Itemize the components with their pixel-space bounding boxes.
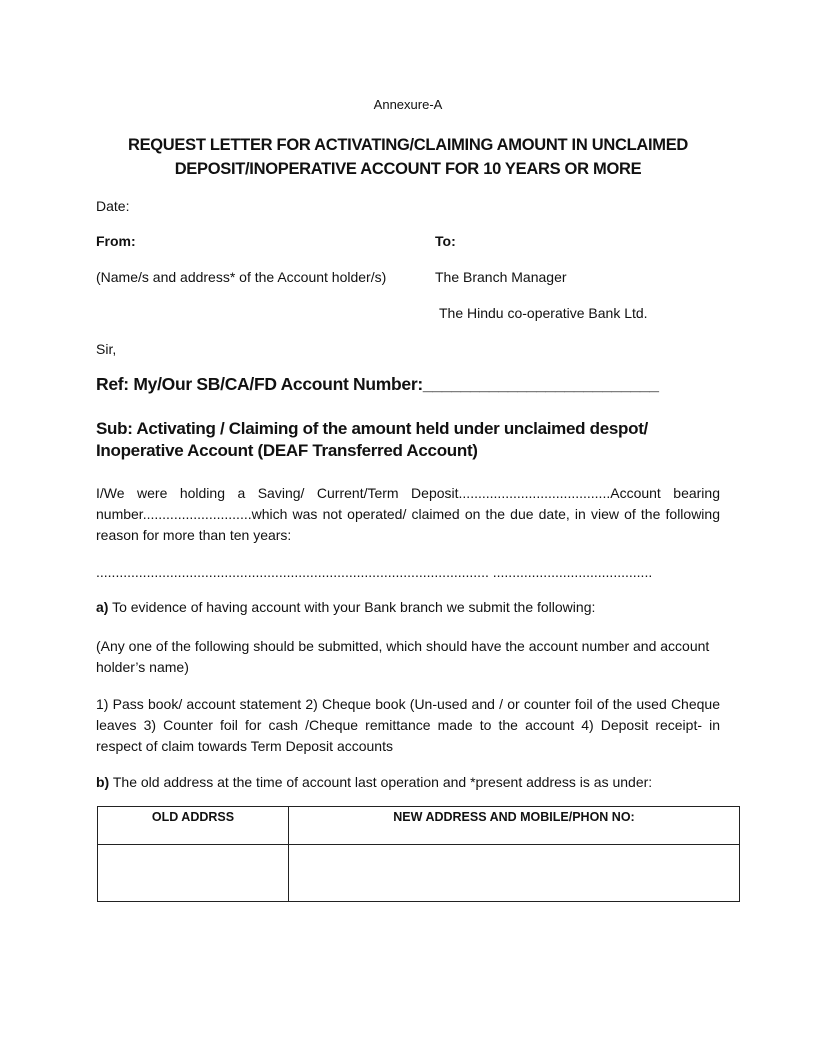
point-b bbox=[96, 772, 720, 793]
new-address-header: NEW ADDRESS AND MOBILE/PHON NO: bbox=[289, 807, 740, 845]
reference-line: Ref: My/Our SB/CA/FD Account Number:_________________________ bbox=[96, 374, 659, 394]
subject-line: Sub: Activating / Claiming of the amount held under unclaimed despot/ Inoperative Account (DEAF Transferred Account) bbox=[96, 419, 648, 460]
from-label: From: bbox=[96, 233, 136, 249]
documents-list: 1) Pass book/ account statement 2) Cheque book (Un-used and / or counter foil of the used Cheque leaves 3) Counter foil for cash /Cheque remittance made to the account 4) Deposit receipt- in respect of claim towards Term Deposit accounts bbox=[96, 696, 720, 754]
body-paragraph: I/We were holding a Saving/ Current/Term Deposit.......................................Account bearing number............................which was not operated/ claimed on the due date, in view of the following reason for more than ten years: bbox=[96, 485, 720, 543]
note-paragraph: (Any one of the following should be submitted, which should have the account number and account holder’s name) bbox=[96, 638, 710, 675]
point-a-label: a) bbox=[96, 599, 109, 615]
point-a-text: To evidence of having account with your Bank branch we submit the following: bbox=[108, 599, 596, 615]
point-a bbox=[96, 597, 720, 618]
address-table bbox=[97, 806, 740, 902]
new-address-cell[interactable] bbox=[289, 845, 740, 902]
point-b-text: The old address at the time of account last operation and *present address is as under: bbox=[109, 774, 653, 790]
salutation: Sir, bbox=[96, 341, 117, 357]
to-label: To: bbox=[435, 233, 456, 249]
point-b-label: b) bbox=[96, 774, 110, 790]
document-title: REQUEST LETTER FOR ACTIVATING/CLAIMING AMOUNT IN UNCLAIMED DEPOSIT/INOPERATIVE ACCOUNT FOR 10 YEARS OR MORE bbox=[127, 136, 689, 178]
from-detail: (Name/s and address* of the Account holder/s) bbox=[96, 269, 387, 285]
reason-blank-line: ..................................................................................................... ......................................... bbox=[96, 564, 653, 580]
date-label: Date: bbox=[96, 198, 130, 214]
bank-name: The Hindu co-operative Bank Ltd. bbox=[439, 305, 648, 321]
annexure-label: Annexure-A bbox=[373, 97, 443, 112]
to-recipient: The Branch Manager bbox=[435, 269, 567, 285]
old-address-header: OLD ADDRSS bbox=[98, 807, 289, 845]
old-address-cell[interactable] bbox=[98, 845, 289, 902]
